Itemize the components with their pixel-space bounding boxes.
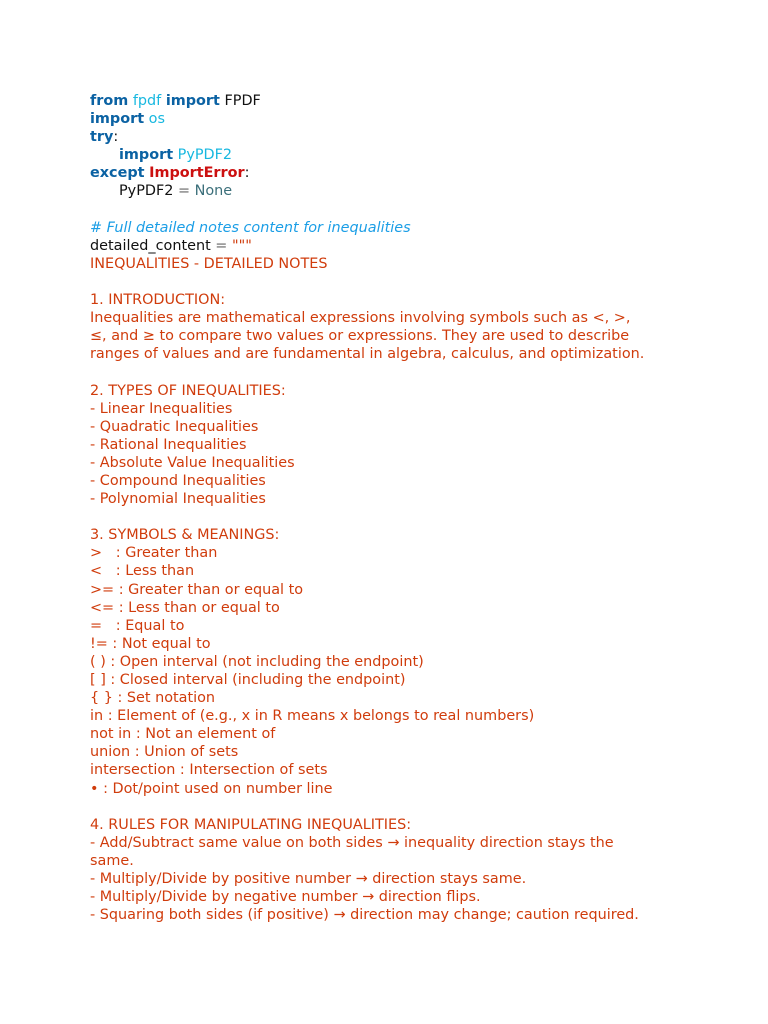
rules-item: - Add/Subtract same value on both sides → inequality direction stays the [90, 834, 614, 851]
assign-operator: = [173, 183, 195, 200]
intro-line: ranges of values and are fundamental in algebra, calculus, and optimization. [90, 346, 645, 363]
rules-item: - Multiply/Divide by negative number → direction flips. [90, 889, 481, 906]
assign-operator: = [210, 237, 232, 254]
pypdf2-none-line [90, 182, 750, 200]
symbols-item: >= : Greater than or equal to [90, 581, 304, 598]
rules-heading: 4. RULES FOR MANIPULATING INEQUALITIES: [90, 816, 412, 833]
symbols-item: not in : Not an element of [90, 726, 276, 743]
blank-line [90, 798, 750, 816]
symbols-item: { } : Set notation [90, 690, 216, 707]
rules-item: same. [90, 852, 134, 869]
intro-heading: 1. INTRODUCTION: [90, 292, 226, 309]
triple-quote: """ [231, 237, 252, 254]
symbols-item: [ ] : Closed interval (including the endpoint) [90, 672, 406, 688]
module-pypdf2: PyPDF2 [177, 147, 233, 164]
comment-line: # Full detailed notes content for inequalities [90, 219, 411, 236]
variable-pypdf2: PyPDF2 [119, 183, 174, 200]
keyword-import: import [165, 93, 220, 109]
import-os-line [90, 110, 750, 128]
keyword-except: except [90, 165, 145, 182]
module-fpdf: fpdf [132, 93, 162, 109]
symbols-heading: 3. SYMBOLS & MEANINGS: [90, 527, 280, 544]
keyword-import: import [119, 147, 174, 164]
except-line [90, 164, 750, 182]
types-item: - Compound Inequalities [90, 472, 266, 489]
symbols-item: = : Equal to [90, 617, 185, 634]
types-item: - Quadratic Inequalities [90, 418, 259, 435]
keyword-from: from [90, 93, 129, 109]
symbols-item: • : Dot/point used on number line [90, 780, 333, 797]
variable-detailed-content: detailed_content [90, 237, 211, 254]
try-line [90, 128, 750, 146]
types-item: - Rational Inequalities [90, 436, 247, 453]
blank-line [90, 363, 750, 381]
symbols-item: > : Greater than [90, 545, 218, 562]
import-pypdf2-line [90, 146, 750, 164]
keyword-try: try [90, 129, 114, 146]
class-fpdf: FPDF [224, 93, 261, 109]
value-none: None [194, 183, 233, 200]
module-os: os [148, 111, 165, 128]
types-item: - Absolute Value Inequalities [90, 454, 295, 471]
types-item: - Linear Inequalities [90, 400, 233, 417]
exception-importerror: ImportError [149, 165, 245, 182]
intro-line: ≤, and ≥ to compare two values or expressions. They are used to describe [90, 328, 630, 345]
symbols-item: <= : Less than or equal to [90, 599, 280, 616]
types-heading: 2. TYPES OF INEQUALITIES: [90, 382, 286, 399]
colon: : [244, 165, 250, 182]
code-document [90, 92, 750, 924]
symbols-item: intersection : Intersection of sets [90, 762, 328, 779]
blank-line [90, 201, 750, 219]
symbols-item: union : Union of sets [90, 744, 239, 761]
symbols-item: < : Less than [90, 563, 195, 580]
keyword-import: import [90, 111, 145, 128]
blank-line [90, 508, 750, 526]
rules-item: - Multiply/Divide by positive number → direction stays same. [90, 871, 527, 888]
notes-title: INEQUALITIES - DETAILED NOTES [90, 255, 328, 272]
import-fpdf-line [90, 92, 750, 110]
detailed-content-assign-line [90, 237, 750, 255]
intro-line: Inequalities are mathematical expressions involving symbols such as <, >, [90, 310, 631, 327]
blank-line [90, 273, 750, 291]
colon: : [113, 129, 119, 146]
symbols-item: != : Not equal to [90, 635, 211, 652]
symbols-item: in : Element of (e.g., x in R means x belongs to real numbers) [90, 708, 535, 725]
symbols-item: ( ) : Open interval (not including the endpoint) [90, 653, 424, 670]
rules-item: - Squaring both sides (if positive) → direction may change; caution required. [90, 907, 639, 924]
types-item: - Polynomial Inequalities [90, 491, 266, 508]
